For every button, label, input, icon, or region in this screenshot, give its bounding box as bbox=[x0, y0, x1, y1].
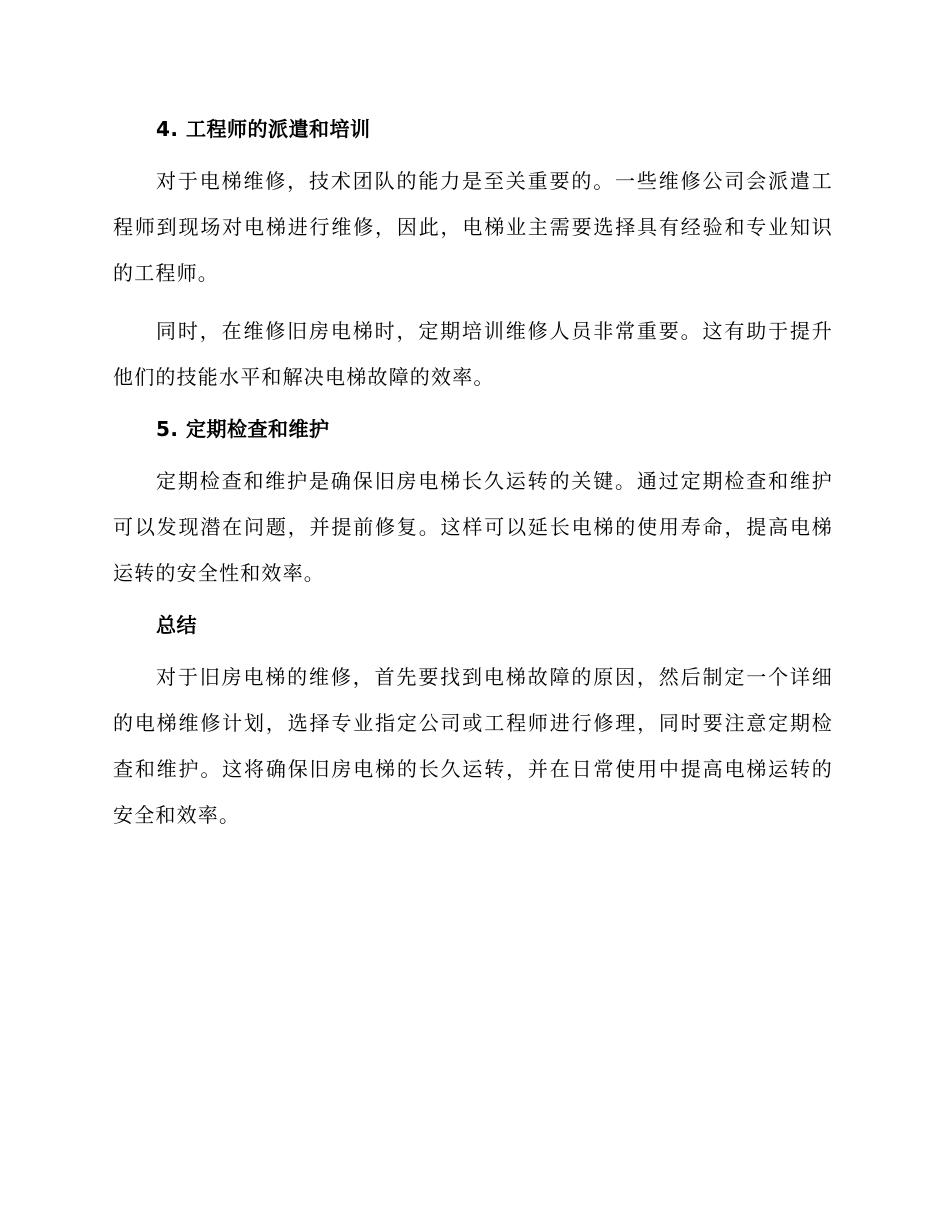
section-heading-engineer-dispatch: 4. 工程师的派遣和培训 bbox=[156, 117, 371, 141]
document-body bbox=[113, 112, 833, 838]
paragraph-inspection: 定期检查和维护是确保旧房电梯长久运转的关键。通过定期检查和维护可以发现潜在问题，并提前修复。这样可以延长电梯的使用寿命，提高电梯运转的安全性和效率。 bbox=[113, 469, 833, 585]
section-heading-regular-inspection: 5. 定期检查和维护 bbox=[156, 417, 330, 441]
paragraph-engineer-capability: 对于电梯维修，技术团队的能力是至关重要的。一些维修公司会派遣工程师到现场对电梯进行维修，因此，电梯业主需要选择具有经验和专业知识的工程师。 bbox=[113, 169, 833, 285]
section-heading-summary: 总结 bbox=[156, 613, 197, 637]
paragraph-training: 同时，在维修旧房电梯时，定期培训维修人员非常重要。这有助于提升他们的技能水平和解决电梯故障的效率。 bbox=[113, 319, 833, 389]
paragraph-summary: 对于旧房电梯的维修，首先要找到电梯故障的原因，然后制定一个详细的电梯维修计划，选择专业指定公司或工程师进行修理，同时要注意定期检查和维护。这将确保旧房电梯的长久运转，并在日常使用中提高电梯运转的安全和效率。 bbox=[113, 665, 833, 827]
